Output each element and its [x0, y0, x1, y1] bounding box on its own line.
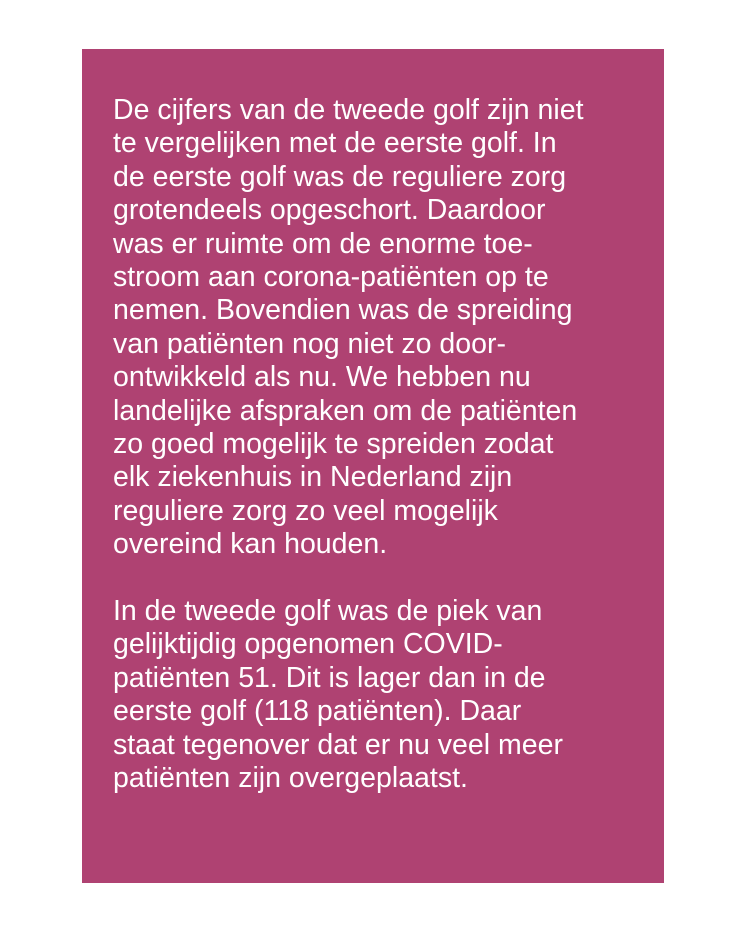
text-line: patiënten 51. Dit is lager dan in de: [113, 661, 546, 694]
text-line: In de tweede golf was de piek van: [113, 595, 543, 628]
text-line: landelijke afspraken om de patiënten: [113, 394, 578, 427]
text-line: De cijfers van de tweede golf zijn niet: [113, 94, 584, 126]
text-line: reguliere zorg zo veel mogelijk: [113, 494, 498, 527]
text-line: overeind kan houden.: [113, 528, 388, 561]
text-line: gelijktijdig opgenomen COVID-: [113, 628, 503, 661]
text-line: ontwikkeld als nu. We hebben nu: [113, 361, 531, 394]
text-line: te vergelijken met de eerste golf. In: [113, 127, 557, 160]
paragraph-peak: [113, 595, 644, 795]
text-line: was er ruimte om de enorme toe-: [113, 227, 533, 260]
text-line: stroom aan corona-patiënten op te: [113, 261, 549, 294]
paragraph-comparison: [113, 94, 644, 562]
text-line: eerste golf (118 patiënten). Daar: [113, 695, 522, 728]
text-line: zo goed mogelijk te spreiden zodat: [113, 428, 554, 461]
info-panel: [82, 49, 664, 883]
text-line: staat tegenover dat er nu veel meer: [113, 728, 563, 761]
text-line: grotendeels opgeschort. Daardoor: [113, 194, 546, 227]
text-line: de eerste golf was de reguliere zorg: [113, 160, 567, 193]
text-line: patiënten zijn overgeplaatst.: [113, 762, 468, 795]
text-line: elk ziekenhuis in Nederland zijn: [113, 461, 513, 494]
text-line: van patiënten nog niet zo door-: [113, 327, 506, 360]
text-line: nemen. Bovendien was de spreiding: [113, 294, 573, 327]
